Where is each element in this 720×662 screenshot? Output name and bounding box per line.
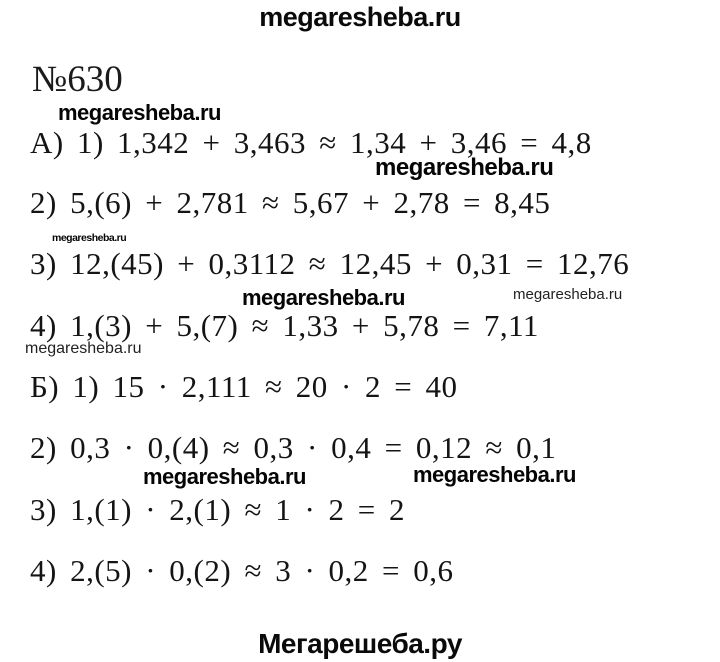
watermark: megaresheba.ru <box>52 232 127 244</box>
solution-line-b3: 3) 1,(1) · 2,(1) ≈ 1 · 2 = 2 <box>30 492 406 527</box>
watermark: megaresheba.ru <box>513 286 623 303</box>
solution-line-b2: 2) 0,3 · 0,(4) ≈ 0,3 · 0,4 = 0,12 ≈ 0,1 <box>30 430 557 465</box>
watermark: megaresheba.ru <box>143 464 306 489</box>
watermark: megaresheba.ru <box>375 154 554 181</box>
solution-line-b1: Б) 1) 15 · 2,111 ≈ 20 · 2 = 40 <box>30 369 458 404</box>
site-footer-text: Мегарешеба.ру <box>258 628 462 659</box>
solution-line-a2: 2) 5,(6) + 2,781 ≈ 5,67 + 2,78 = 8,45 <box>30 185 551 220</box>
solution-line-a1: А) 1) 1,342 + 3,463 ≈ 1,34 + 3,46 = 4,8 <box>30 125 592 160</box>
site-header-text: megaresheba.ru <box>259 2 461 32</box>
solution-line-a3: 3) 12,(45) + 0,3112 ≈ 12,45 + 0,31 = 12,76 <box>30 246 630 281</box>
watermark: megaresheba.ru <box>242 285 405 310</box>
problem-number: №630 <box>32 59 123 100</box>
watermark: megaresheba.ru <box>58 100 221 125</box>
solution-line-b4: 4) 2,(5) · 0,(2) ≈ 3 · 0,2 = 0,6 <box>30 553 454 588</box>
solution-line-a4: 4) 1,(3) + 5,(7) ≈ 1,33 + 5,78 = 7,11 <box>30 308 539 343</box>
watermark: megaresheba.ru <box>413 462 576 487</box>
watermark: megaresheba.ru <box>25 340 142 357</box>
